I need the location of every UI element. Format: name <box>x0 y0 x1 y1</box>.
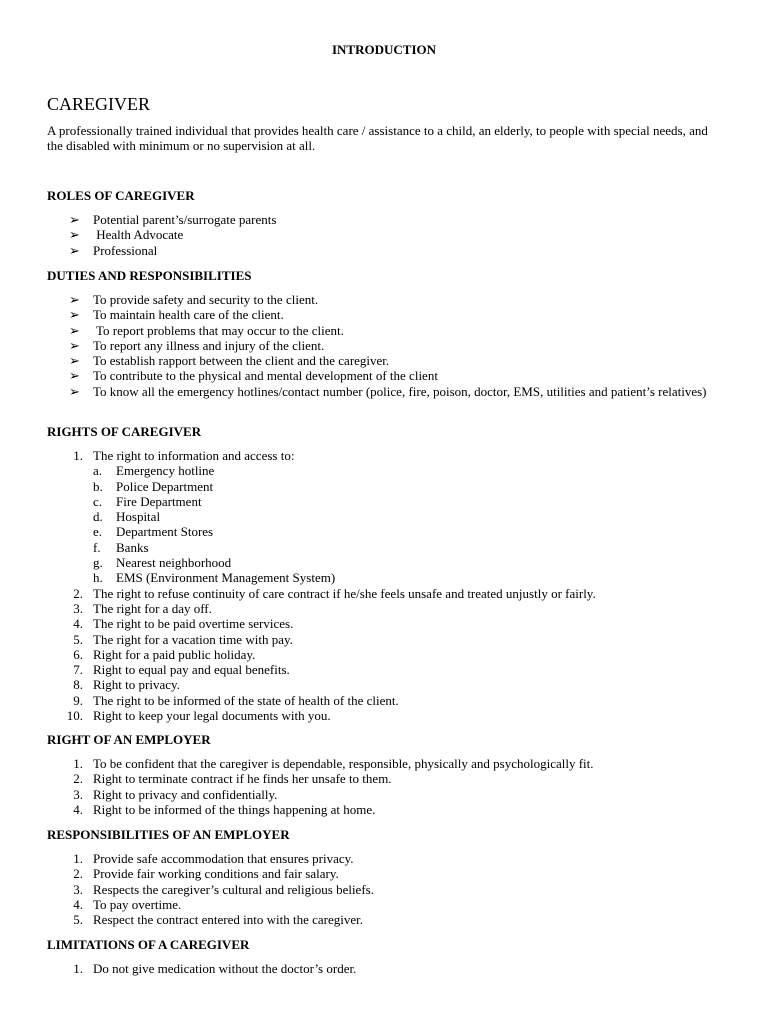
rights-caregiver-heading: RIGHTS OF CAREGIVER <box>47 424 202 439</box>
arrow-bullet-icon: ➢ <box>69 353 80 369</box>
definition-paragraph: A professionally trained individual that provides health care / assistance to a child, an elderly, to people with special needs, and the disabled with minimum or no supervision at all. <box>47 123 708 153</box>
arrow-bullet-icon: ➢ <box>69 383 80 399</box>
arrow-bullet-icon: ➢ <box>69 242 80 258</box>
employer-rights-heading: RIGHT OF AN EMPLOYER <box>47 732 211 747</box>
duties-heading: DUTIES AND RESPONSIBILITIES <box>47 268 252 283</box>
roles-heading: ROLES OF CAREGIVER <box>47 188 195 203</box>
arrow-bullet-icon: ➢ <box>69 368 80 384</box>
arrow-bullet-icon: ➢ <box>69 307 80 323</box>
arrow-bullet-icon: ➢ <box>69 337 80 353</box>
arrow-bullet-icon: ➢ <box>69 292 80 307</box>
main-title: CAREGIVER <box>47 94 150 114</box>
arrow-bullet-icon: ➢ <box>69 227 80 243</box>
arrow-bullet-icon: ➢ <box>69 322 80 338</box>
employer-resp-heading: RESPONSIBILITIES OF AN EMPLOYER <box>47 827 290 842</box>
intro-title: INTRODUCTION <box>331 42 436 57</box>
arrow-bullet-icon: ➢ <box>69 212 80 227</box>
limitations-heading: LIMITATIONS OF A CAREGIVER <box>47 937 250 952</box>
